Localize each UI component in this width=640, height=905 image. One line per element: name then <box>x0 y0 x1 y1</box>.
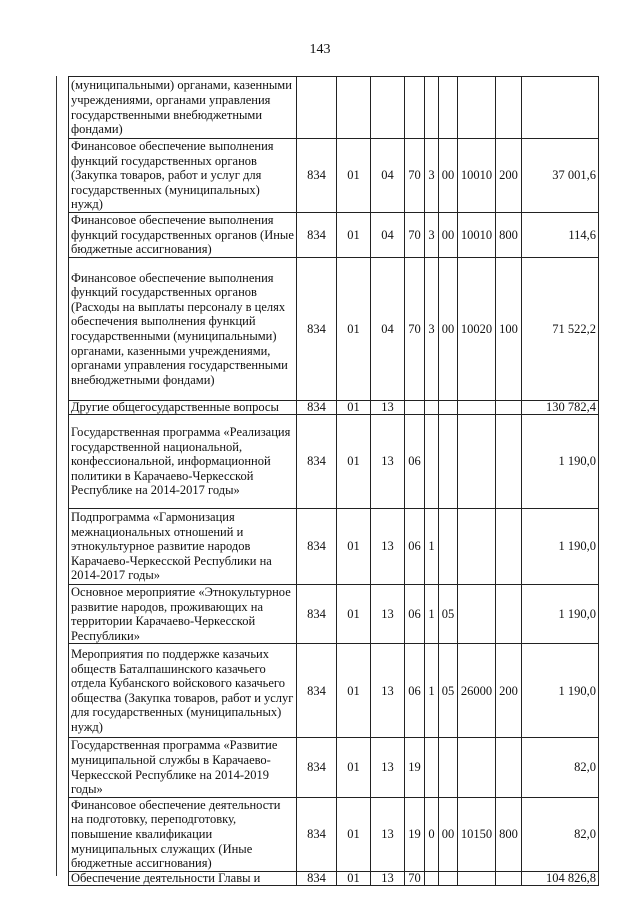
code-cell-c8 <box>496 401 522 415</box>
code-cell-c1: 834 <box>297 213 337 258</box>
code-cell-c5: 3 <box>425 258 439 401</box>
code-cell-c8: 200 <box>496 644 522 738</box>
code-cell-c1: 834 <box>297 415 337 509</box>
code-cell-c3: 13 <box>371 401 405 415</box>
code-cell-c2 <box>337 77 371 139</box>
code-cell-c8 <box>496 871 522 885</box>
code-cell-c4: 70 <box>405 213 425 258</box>
row-description: Подпрограмма «Гармонизация межнациональных отношений и этнокультурное развитие народов Карачаево-Черкесской Республики на 2014-2017 годы» <box>69 509 297 585</box>
code-cell-c5 <box>425 401 439 415</box>
code-cell-c6 <box>439 77 458 139</box>
code-cell-c6 <box>439 415 458 509</box>
code-cell-c7 <box>458 401 496 415</box>
code-cell-c7 <box>458 509 496 585</box>
code-cell-c3: 13 <box>371 644 405 738</box>
row-description: Финансовое обеспечение выполнения функций государственных органов (Иные бюджетные ассигнования) <box>69 213 297 258</box>
row-description: (муниципальными) органами, казенными учреждениями, органами управления государственными внебюджетными фондами) <box>69 77 297 139</box>
code-cell-c4 <box>405 77 425 139</box>
code-cell-c5: 1 <box>425 644 439 738</box>
row-description: Основное мероприятие «Этнокультурное развитие народов, проживающих на территории Карачаево-Черкесской Республики» <box>69 585 297 644</box>
table-row <box>69 415 599 509</box>
amount-cell: 1 190,0 <box>522 415 599 509</box>
code-cell-c6: 00 <box>439 258 458 401</box>
budget-table <box>68 76 599 886</box>
code-cell-c5: 3 <box>425 139 439 213</box>
table-row <box>69 585 599 644</box>
code-cell-c8: 800 <box>496 213 522 258</box>
code-cell-c1: 834 <box>297 258 337 401</box>
row-description: Финансовое обеспечение деятельности на подготовку, переподготовку, повышение квалификации муниципальных служащих (Иные бюджетные ассигнования) <box>69 797 297 871</box>
amount-cell: 37 001,6 <box>522 139 599 213</box>
code-cell-c3: 13 <box>371 585 405 644</box>
row-description: Мероприятия по поддержке казачьих обществ Баталпашинского казачьего отдела Кубанского войскового казачьего общества (Закупка товаров, работ и услуг для государственных (муниципальных) нужд) <box>69 644 297 738</box>
code-cell-c5: 1 <box>425 585 439 644</box>
table-row <box>69 139 599 213</box>
amount-cell: 82,0 <box>522 797 599 871</box>
code-cell-c6: 00 <box>439 139 458 213</box>
code-cell-c6: 05 <box>439 585 458 644</box>
code-cell-c7: 10010 <box>458 213 496 258</box>
code-cell-c1 <box>297 77 337 139</box>
row-description: Обеспечение деятельности Главы и <box>69 871 297 885</box>
code-cell-c7: 10150 <box>458 797 496 871</box>
code-cell-c7 <box>458 738 496 797</box>
code-cell-c1: 834 <box>297 738 337 797</box>
code-cell-c7 <box>458 585 496 644</box>
code-cell-c5: 0 <box>425 797 439 871</box>
table-row <box>69 644 599 738</box>
code-cell-c2: 01 <box>337 213 371 258</box>
code-cell-c2: 01 <box>337 797 371 871</box>
code-cell-c2: 01 <box>337 871 371 885</box>
table-row <box>69 213 599 258</box>
code-cell-c8 <box>496 585 522 644</box>
code-cell-c1: 834 <box>297 139 337 213</box>
code-cell-c4: 06 <box>405 509 425 585</box>
code-cell-c5: 1 <box>425 509 439 585</box>
row-description: Государственная программа «Развитие муниципальной службы в Карачаево-Черкесской Республике на 2014-2019 годы» <box>69 738 297 797</box>
code-cell-c3: 04 <box>371 213 405 258</box>
code-cell-c5: 3 <box>425 213 439 258</box>
code-cell-c1: 834 <box>297 585 337 644</box>
row-description: Финансовое обеспечение выполнения функций государственных органов (Закупка товаров, работ и услуг для государственных (муниципальных) нужд) <box>69 139 297 213</box>
code-cell-c4: 06 <box>405 644 425 738</box>
amount-cell: 114,6 <box>522 213 599 258</box>
code-cell-c2: 01 <box>337 585 371 644</box>
code-cell-c8: 800 <box>496 797 522 871</box>
table-row <box>69 509 599 585</box>
amount-cell: 71 522,2 <box>522 258 599 401</box>
table-row <box>69 871 599 885</box>
code-cell-c5 <box>425 871 439 885</box>
amount-cell: 104 826,8 <box>522 871 599 885</box>
table-row <box>69 738 599 797</box>
row-description: Другие общегосударственные вопросы <box>69 401 297 415</box>
code-cell-c4: 70 <box>405 258 425 401</box>
code-cell-c2: 01 <box>337 738 371 797</box>
code-cell-c4 <box>405 401 425 415</box>
code-cell-c2: 01 <box>337 401 371 415</box>
code-cell-c2: 01 <box>337 509 371 585</box>
row-description: Финансовое обеспечение выполнения функций государственных органов (Расходы на выплаты персоналу в целях обеспечения выполнения функций государственными (муниципальными) органами, казенными учреждениями, органами управления государственными внебюджетными фондами) <box>69 258 297 401</box>
code-cell-c6: 00 <box>439 213 458 258</box>
table-row <box>69 77 599 139</box>
code-cell-c5 <box>425 738 439 797</box>
code-cell-c3: 13 <box>371 797 405 871</box>
code-cell-c3: 13 <box>371 738 405 797</box>
code-cell-c8 <box>496 415 522 509</box>
code-cell-c4: 19 <box>405 738 425 797</box>
code-cell-c1: 834 <box>297 797 337 871</box>
code-cell-c7: 10010 <box>458 139 496 213</box>
amount-cell: 82,0 <box>522 738 599 797</box>
code-cell-c2: 01 <box>337 139 371 213</box>
code-cell-c6: 00 <box>439 797 458 871</box>
code-cell-c7: 10020 <box>458 258 496 401</box>
amount-cell <box>522 77 599 139</box>
code-cell-c8 <box>496 738 522 797</box>
amount-cell: 130 782,4 <box>522 401 599 415</box>
code-cell-c4: 19 <box>405 797 425 871</box>
code-cell-c2: 01 <box>337 415 371 509</box>
code-cell-c1: 834 <box>297 509 337 585</box>
table-row <box>69 797 599 871</box>
code-cell-c3: 13 <box>371 415 405 509</box>
margin-line <box>56 76 57 876</box>
code-cell-c4: 06 <box>405 415 425 509</box>
code-cell-c3: 04 <box>371 139 405 213</box>
code-cell-c6 <box>439 871 458 885</box>
row-description: Государственная программа «Реализация государственной национальной, конфессиональной, информационной политики в Карачаево-Черкесской Республике на 2014-2017 годы» <box>69 415 297 509</box>
amount-cell: 1 190,0 <box>522 644 599 738</box>
code-cell-c8 <box>496 77 522 139</box>
page-number: 143 <box>309 42 331 57</box>
code-cell-c4: 70 <box>405 139 425 213</box>
code-cell-c1: 834 <box>297 644 337 738</box>
code-cell-c7 <box>458 871 496 885</box>
code-cell-c4: 06 <box>405 585 425 644</box>
code-cell-c6: 05 <box>439 644 458 738</box>
code-cell-c8 <box>496 509 522 585</box>
code-cell-c7: 26000 <box>458 644 496 738</box>
code-cell-c3: 04 <box>371 258 405 401</box>
code-cell-c4: 70 <box>405 871 425 885</box>
code-cell-c3: 13 <box>371 509 405 585</box>
code-cell-c1: 834 <box>297 871 337 885</box>
code-cell-c2: 01 <box>337 644 371 738</box>
code-cell-c2: 01 <box>337 258 371 401</box>
table-row <box>69 258 599 401</box>
code-cell-c8: 100 <box>496 258 522 401</box>
code-cell-c8: 200 <box>496 139 522 213</box>
table-row <box>69 401 599 415</box>
code-cell-c3: 13 <box>371 871 405 885</box>
code-cell-c3 <box>371 77 405 139</box>
code-cell-c5 <box>425 77 439 139</box>
amount-cell: 1 190,0 <box>522 585 599 644</box>
code-cell-c6 <box>439 509 458 585</box>
code-cell-c7 <box>458 77 496 139</box>
code-cell-c5 <box>425 415 439 509</box>
amount-cell: 1 190,0 <box>522 509 599 585</box>
code-cell-c7 <box>458 415 496 509</box>
code-cell-c6 <box>439 401 458 415</box>
code-cell-c1: 834 <box>297 401 337 415</box>
code-cell-c6 <box>439 738 458 797</box>
